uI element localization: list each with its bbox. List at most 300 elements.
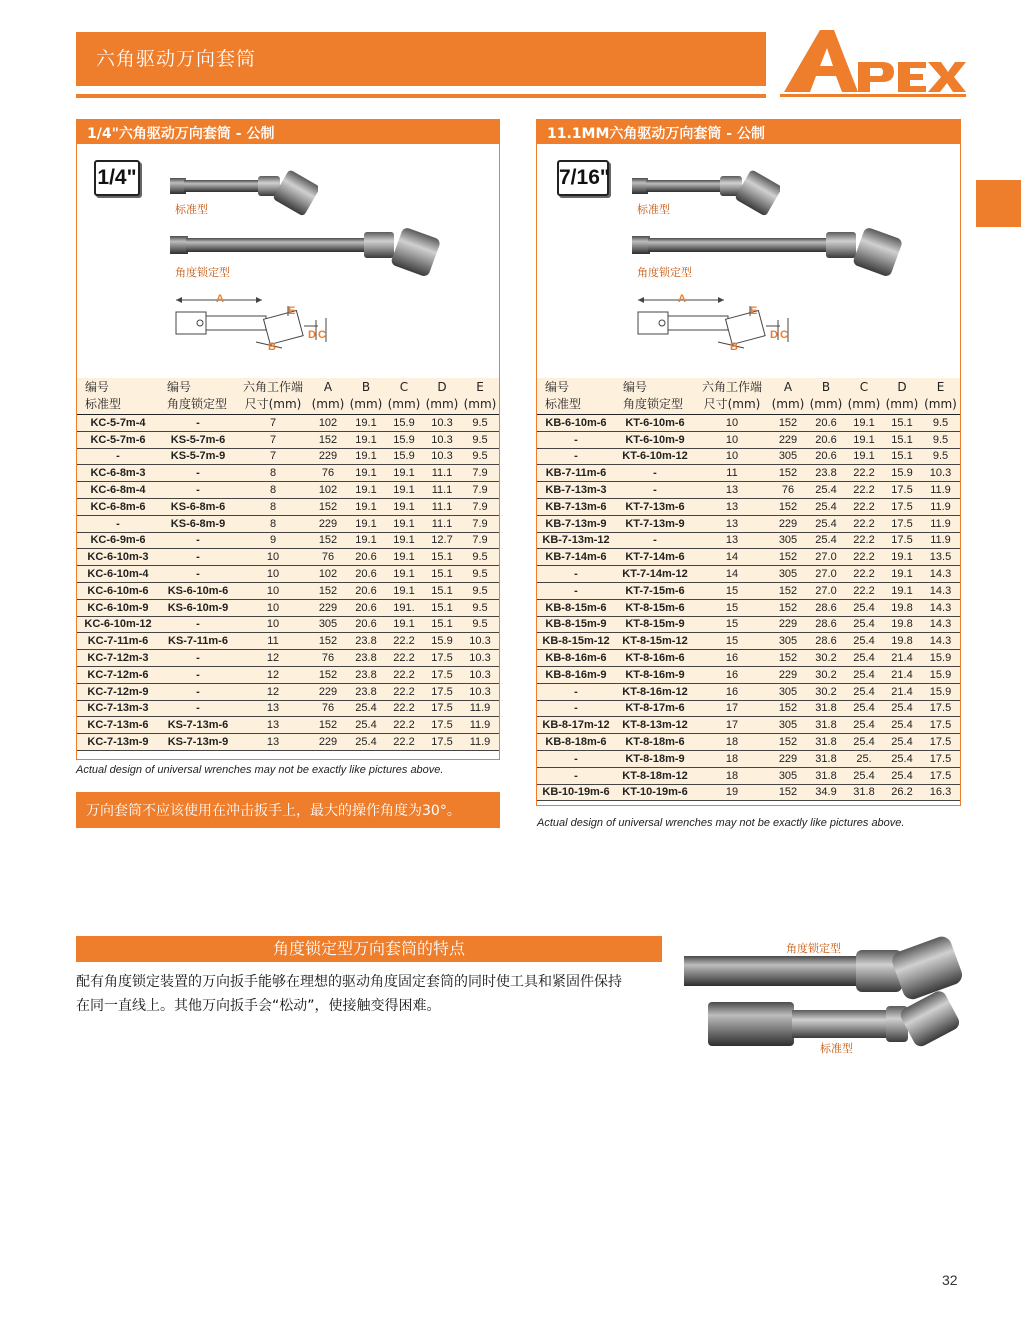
left-table-cell: - xyxy=(159,415,237,432)
right-table-cell: 20.6 xyxy=(807,431,845,448)
right-table-cell: KB-7-11m-6 xyxy=(537,465,615,482)
left-column-header: C xyxy=(399,380,409,394)
right-column-header: (mm) xyxy=(807,395,845,415)
table-row xyxy=(77,448,499,465)
table-row xyxy=(537,734,960,751)
right-table-cell: KB-8-16m-6 xyxy=(537,650,615,667)
left-table-cell: 17.5 xyxy=(423,717,461,734)
left-table-cell: 76 xyxy=(309,465,347,482)
right-table-cell: 11.9 xyxy=(921,532,960,549)
left-column-header: 编号 xyxy=(85,380,110,394)
right-table-cell: 10 xyxy=(695,431,769,448)
right-table-cell: 17.5 xyxy=(883,482,921,499)
feature-description xyxy=(76,970,666,1018)
right-table-cell: 22.2 xyxy=(845,582,883,599)
right-table-cell: - xyxy=(537,767,615,784)
right-table-cell: 305 xyxy=(769,683,807,700)
right-table-cell: 30.2 xyxy=(807,650,845,667)
left-table-cell: 19.1 xyxy=(347,482,385,499)
right-table-cell: 22.2 xyxy=(845,515,883,532)
left-table-cell: KC-7-11m-6 xyxy=(77,633,159,650)
right-table-cell: 152 xyxy=(769,734,807,751)
right-table-cell: 305 xyxy=(769,717,807,734)
table-row xyxy=(77,549,499,566)
left-table-cell: KS-7-13m-9 xyxy=(159,734,237,751)
right-table-cell: 18 xyxy=(695,767,769,784)
right-dim-label-b: B xyxy=(730,341,738,353)
right-table-cell: KB-7-13m-3 xyxy=(537,482,615,499)
left-table-cell: 9.5 xyxy=(461,549,499,566)
right-table-cell: 13 xyxy=(695,515,769,532)
table-row xyxy=(537,784,960,801)
left-table-cell: 22.2 xyxy=(385,734,423,751)
left-table-cell: 229 xyxy=(309,734,347,751)
left-table-cell: 76 xyxy=(309,650,347,667)
left-table-cell: KC-7-13m-3 xyxy=(77,700,159,717)
left-label-standard: 标准型 xyxy=(175,203,208,216)
table-row xyxy=(537,465,960,482)
right-table-cell: 31.8 xyxy=(807,700,845,717)
table-row xyxy=(77,415,499,432)
left-table-cell: KC-6-8m-6 xyxy=(77,498,159,515)
left-table-cell: 10.3 xyxy=(461,683,499,700)
left-table-cell: 20.6 xyxy=(347,599,385,616)
left-spec-table xyxy=(77,378,499,751)
right-table-cell: KT-8-16m-12 xyxy=(615,683,695,700)
right-dim-label-d: D xyxy=(770,329,778,341)
right-table-cell: 17.5 xyxy=(883,532,921,549)
right-table-cell: 17.5 xyxy=(921,750,960,767)
left-table-cell: 8 xyxy=(237,498,309,515)
left-column-header: (mm) xyxy=(347,395,385,415)
right-column-header: C xyxy=(859,380,869,394)
left-table-cell: 19.1 xyxy=(385,566,423,583)
left-table-cell: 76 xyxy=(309,549,347,566)
right-table-cell: KT-7-13m-9 xyxy=(615,515,695,532)
right-table-cell: 28.6 xyxy=(807,616,845,633)
left-disclaimer: Actual design of universal wrenches may not be exactly like pictures above. xyxy=(76,764,444,776)
right-table-cell: 23.8 xyxy=(807,465,845,482)
left-table-cell: 15.9 xyxy=(385,415,423,432)
left-table-cell: - xyxy=(159,465,237,482)
left-column-header: 标准型 xyxy=(77,395,159,415)
left-table-cell: KC-6-8m-4 xyxy=(77,482,159,499)
left-table-cell: 19.1 xyxy=(385,582,423,599)
left-table-cell: 10 xyxy=(237,549,309,566)
feature-heading: 角度锁定型万向套筒的特点 xyxy=(76,936,662,962)
left-table-cell: - xyxy=(159,532,237,549)
section-tab xyxy=(976,180,1021,227)
right-table-cell: 25.4 xyxy=(845,700,883,717)
right-table-cell: 25.4 xyxy=(845,717,883,734)
right-table-cell: 9.5 xyxy=(921,431,960,448)
left-table-cell: 19.1 xyxy=(347,465,385,482)
left-table-cell: 152 xyxy=(309,532,347,549)
left-dim-label-a: A xyxy=(216,293,224,305)
right-table-cell: 21.4 xyxy=(883,666,921,683)
left-table-cell: 17.5 xyxy=(423,734,461,751)
right-table-cell: KB-8-15m-6 xyxy=(537,599,615,616)
left-table-cell: KS-7-11m-6 xyxy=(159,633,237,650)
left-table-cell: 20.6 xyxy=(347,582,385,599)
left-table-cell: 22.2 xyxy=(385,717,423,734)
left-table-cell: 152 xyxy=(309,431,347,448)
right-table-cell: 11.9 xyxy=(921,498,960,515)
left-table-cell: KC-7-13m-6 xyxy=(77,717,159,734)
right-table-cell: 17.5 xyxy=(883,515,921,532)
left-table-cell: 9.5 xyxy=(461,448,499,465)
right-table-cell: 17 xyxy=(695,717,769,734)
left-dim-label-e: E xyxy=(288,305,296,317)
left-column-header: 六角工作端 xyxy=(242,380,303,394)
left-dimension-diagram xyxy=(170,290,330,360)
right-table-cell: - xyxy=(537,431,615,448)
right-table-cell: 28.6 xyxy=(807,599,845,616)
left-table-cell: - xyxy=(159,616,237,633)
left-table-cell: 13 xyxy=(237,734,309,751)
left-table-cell: 7.9 xyxy=(461,465,499,482)
left-table-cell: 12 xyxy=(237,666,309,683)
left-table-cell: - xyxy=(159,666,237,683)
left-column-header: E xyxy=(476,380,484,394)
right-table-cell: KT-6-10m-12 xyxy=(615,448,695,465)
right-table-cell: 21.4 xyxy=(883,650,921,667)
left-table-cell: KC-7-13m-9 xyxy=(77,734,159,751)
right-table-cell: 15.9 xyxy=(883,465,921,482)
right-table-cell: - xyxy=(537,582,615,599)
table-row xyxy=(77,431,499,448)
left-table-cell: 17.5 xyxy=(423,700,461,717)
table-row xyxy=(77,582,499,599)
left-dim-label-c: C xyxy=(318,329,326,341)
table-row xyxy=(537,650,960,667)
right-table-cell: 229 xyxy=(769,616,807,633)
right-table-cell: 10 xyxy=(695,448,769,465)
left-table-cell: 12.7 xyxy=(423,532,461,549)
right-table-cell: 14.3 xyxy=(921,582,960,599)
right-table-cell: 30.2 xyxy=(807,666,845,683)
right-table-cell: KB-8-17m-12 xyxy=(537,717,615,734)
left-table-cell: 19.1 xyxy=(347,515,385,532)
right-table-cell: 34.9 xyxy=(807,784,845,801)
right-table-cell: 22.2 xyxy=(845,465,883,482)
table-row xyxy=(537,515,960,532)
right-table-cell: 11.9 xyxy=(921,482,960,499)
table-row xyxy=(537,431,960,448)
right-column-header: (mm) xyxy=(883,395,921,415)
right-table-cell: 15.9 xyxy=(921,666,960,683)
right-table-cell: 25.4 xyxy=(845,767,883,784)
right-table-cell: - xyxy=(615,482,695,499)
right-table-cell: 25.4 xyxy=(883,717,921,734)
right-table-cell: KT-10-19m-6 xyxy=(615,784,695,801)
right-table-cell: KT-8-18m-12 xyxy=(615,767,695,784)
left-table-cell: 10 xyxy=(237,566,309,583)
left-table-cell: KC-6-10m-4 xyxy=(77,566,159,583)
left-table-cell: - xyxy=(159,683,237,700)
left-table-cell: KS-6-8m-6 xyxy=(159,498,237,515)
left-column-header: A xyxy=(323,380,333,394)
table-row xyxy=(537,700,960,717)
left-table-cell: 25.4 xyxy=(347,734,385,751)
page-title: 六角驱动万向套筒 xyxy=(96,48,257,70)
left-column-header: 编号 xyxy=(167,380,192,394)
left-table-cell: KC-7-12m-3 xyxy=(77,650,159,667)
right-table-cell: 19 xyxy=(695,784,769,801)
table-row xyxy=(77,717,499,734)
right-table-cell: 25.4 xyxy=(807,498,845,515)
left-table-cell: 19.1 xyxy=(347,431,385,448)
right-table-cell: 19.1 xyxy=(883,549,921,566)
right-header-row xyxy=(537,395,960,415)
right-table-cell: KT-8-13m-12 xyxy=(615,717,695,734)
right-table-cell: 17.5 xyxy=(921,734,960,751)
right-dim-label-a: A xyxy=(678,293,686,305)
left-column-header: 尺寸(mm) xyxy=(237,395,309,415)
table-row xyxy=(537,750,960,767)
left-table-cell: 7.9 xyxy=(461,532,499,549)
right-table-cell: 22.2 xyxy=(845,549,883,566)
right-table-cell: 152 xyxy=(769,415,807,432)
right-table-cell: 15.9 xyxy=(921,683,960,700)
right-table-cell: 31.8 xyxy=(807,717,845,734)
right-table-cell: 31.8 xyxy=(807,767,845,784)
left-table-cell: 102 xyxy=(309,566,347,583)
right-table-cell: - xyxy=(615,465,695,482)
right-table-cell: 25.4 xyxy=(807,515,845,532)
right-column-header: A xyxy=(783,380,793,394)
left-table-cell: 9.5 xyxy=(461,599,499,616)
left-table-cell: KS-6-8m-9 xyxy=(159,515,237,532)
right-table-cell: 17.5 xyxy=(921,767,960,784)
right-table-cell: - xyxy=(537,750,615,767)
left-table-cell: KC-6-9m-6 xyxy=(77,532,159,549)
right-table-cell: KB-8-15m-9 xyxy=(537,616,615,633)
table-row xyxy=(537,482,960,499)
right-table-cell: 229 xyxy=(769,666,807,683)
table-row xyxy=(77,650,499,667)
left-table-cell: 12 xyxy=(237,683,309,700)
left-table-cell: 10.3 xyxy=(461,633,499,650)
right-table-cell: 152 xyxy=(769,465,807,482)
table-row xyxy=(537,566,960,583)
right-table-cell: 13 xyxy=(695,498,769,515)
left-table-cell: 22.2 xyxy=(385,650,423,667)
left-table-cell: 11.1 xyxy=(423,465,461,482)
left-table-cell: 20.6 xyxy=(347,549,385,566)
right-table-cell: 31.8 xyxy=(807,750,845,767)
right-table-cell: 152 xyxy=(769,498,807,515)
left-table-cell: KS-5-7m-6 xyxy=(159,431,237,448)
table-row xyxy=(77,566,499,583)
right-spec-table xyxy=(537,378,960,801)
left-table-cell: 15.1 xyxy=(423,566,461,583)
right-table-cell: KB-8-16m-9 xyxy=(537,666,615,683)
table-row xyxy=(537,448,960,465)
left-table-cell: 15.1 xyxy=(423,549,461,566)
left-table-cell: 10 xyxy=(237,616,309,633)
right-table-cell: 14.3 xyxy=(921,599,960,616)
right-table-cell: 22.2 xyxy=(845,532,883,549)
left-table-cell: 11 xyxy=(237,633,309,650)
table-row xyxy=(77,734,499,751)
left-table-cell: 15.9 xyxy=(423,633,461,650)
left-table-cell: 191. xyxy=(385,599,423,616)
left-table-cell: 17.5 xyxy=(423,666,461,683)
left-label-lock: 角度锁定型 xyxy=(175,266,230,279)
right-table-cell: 19.8 xyxy=(883,616,921,633)
left-table-cell: 19.1 xyxy=(347,498,385,515)
left-table-cell: 7 xyxy=(237,448,309,465)
left-table-cell: 12 xyxy=(237,650,309,667)
feature-label-standard: 标准型 xyxy=(820,1042,853,1055)
left-column-header: (mm) xyxy=(423,395,461,415)
table-row xyxy=(77,532,499,549)
left-table-cell: 11.1 xyxy=(423,482,461,499)
left-table-cell: 229 xyxy=(309,683,347,700)
left-table-cell: 19.1 xyxy=(347,415,385,432)
left-table-cell: 13 xyxy=(237,700,309,717)
left-table-cell: 102 xyxy=(309,415,347,432)
right-table-cell: KB-7-13m-6 xyxy=(537,498,615,515)
left-table-cell: - xyxy=(77,515,159,532)
left-table-cell: - xyxy=(159,566,237,583)
left-table-cell: 19.1 xyxy=(385,465,423,482)
right-table-cell: 25.4 xyxy=(883,700,921,717)
table-row xyxy=(537,633,960,650)
right-table-cell: 15.1 xyxy=(883,448,921,465)
left-table-cell: KS-6-10m-9 xyxy=(159,599,237,616)
right-table-cell: KT-8-15m-9 xyxy=(615,616,695,633)
left-table-cell: KC-7-12m-6 xyxy=(77,666,159,683)
left-table-cell: 19.1 xyxy=(385,616,423,633)
left-table-cell: 23.8 xyxy=(347,650,385,667)
left-table-cell: 152 xyxy=(309,666,347,683)
right-table-cell: KT-6-10m-6 xyxy=(615,415,695,432)
right-table-cell: 22.2 xyxy=(845,482,883,499)
right-table-cell: 11.9 xyxy=(921,515,960,532)
left-size-badge: 1/4" xyxy=(94,160,140,196)
left-table-cell: 20.6 xyxy=(347,566,385,583)
right-table-cell: 19.1 xyxy=(883,566,921,583)
left-table-cell: KC-7-12m-9 xyxy=(77,683,159,700)
right-table-cell: 16 xyxy=(695,666,769,683)
right-table-cell: 28.6 xyxy=(807,633,845,650)
table-row xyxy=(77,482,499,499)
left-table-cell: KS-6-10m-6 xyxy=(159,582,237,599)
left-table-cell: 19.1 xyxy=(385,549,423,566)
right-table-cell: 15 xyxy=(695,616,769,633)
right-table-cell: 305 xyxy=(769,448,807,465)
right-table-cell: 25.4 xyxy=(807,482,845,499)
right-table-cell: - xyxy=(537,683,615,700)
left-table-cell: 19.1 xyxy=(385,532,423,549)
right-table-cell: KB-8-15m-12 xyxy=(537,633,615,650)
right-label-lock: 角度锁定型 xyxy=(637,266,692,279)
right-table-cell: 10.3 xyxy=(921,465,960,482)
right-table-cell: 26.2 xyxy=(883,784,921,801)
right-table-cell: 9.5 xyxy=(921,415,960,432)
left-table-cell: 15.1 xyxy=(423,599,461,616)
table-row xyxy=(77,599,499,616)
right-table-cell: KT-8-18m-6 xyxy=(615,734,695,751)
left-column-header: (mm) xyxy=(461,395,499,415)
left-table-cell: 7.9 xyxy=(461,498,499,515)
left-table-cell: 7 xyxy=(237,415,309,432)
right-table-cell: 25.4 xyxy=(845,599,883,616)
right-disclaimer: Actual design of universal wrenches may not be exactly like pictures above. xyxy=(537,817,905,829)
table-row xyxy=(77,616,499,633)
right-table-cell: 25.4 xyxy=(807,532,845,549)
left-table-cell: KS-5-7m-9 xyxy=(159,448,237,465)
right-table-cell: 25.4 xyxy=(845,683,883,700)
right-table-cell: KT-7-14m-6 xyxy=(615,549,695,566)
right-table-cell: 20.6 xyxy=(807,415,845,432)
table-row xyxy=(537,666,960,683)
table-row xyxy=(77,683,499,700)
left-table-cell: 23.8 xyxy=(347,683,385,700)
left-table-cell: KC-6-10m-6 xyxy=(77,582,159,599)
table-row xyxy=(537,616,960,633)
right-table-cell: 21.4 xyxy=(883,683,921,700)
left-column-header: (mm) xyxy=(385,395,423,415)
right-table-cell: 152 xyxy=(769,599,807,616)
right-table-cell: 19.8 xyxy=(883,599,921,616)
right-table-cell: 152 xyxy=(769,549,807,566)
right-table-cell: 305 xyxy=(769,767,807,784)
right-column-header: (mm) xyxy=(845,395,883,415)
right-table-cell: 22.2 xyxy=(845,566,883,583)
left-table-cell: 19.1 xyxy=(385,482,423,499)
right-table-cell: 229 xyxy=(769,515,807,532)
left-table-cell: 20.6 xyxy=(347,616,385,633)
right-size-badge: 7/16" xyxy=(557,160,609,196)
right-table-cell: KB-7-13m-12 xyxy=(537,532,615,549)
left-table-cell: 11.1 xyxy=(423,515,461,532)
left-table-cell: 9.5 xyxy=(461,415,499,432)
left-table-cell: 8 xyxy=(237,515,309,532)
left-table-cell: - xyxy=(159,650,237,667)
page-number: 32 xyxy=(942,1272,958,1288)
right-table-cell: 229 xyxy=(769,431,807,448)
right-table-cell: 11 xyxy=(695,465,769,482)
left-table-cell: KC-6-10m-3 xyxy=(77,549,159,566)
right-table-cell: 18 xyxy=(695,750,769,767)
right-table-cell: 14.3 xyxy=(921,616,960,633)
left-table-cell: 7 xyxy=(237,431,309,448)
left-table-cell: 17.5 xyxy=(423,650,461,667)
right-table-cell: KT-8-18m-9 xyxy=(615,750,695,767)
right-table-cell: KT-7-13m-6 xyxy=(615,498,695,515)
left-table-cell: 152 xyxy=(309,717,347,734)
left-table-cell: 8 xyxy=(237,465,309,482)
right-column-header: (mm) xyxy=(769,395,807,415)
right-column-header: B xyxy=(821,380,831,394)
right-dim-label-e: E xyxy=(750,305,758,317)
feature-line-2: 在同一直线上。其他万向扳手会“松动”，使接触变得困难。 xyxy=(76,998,441,1014)
left-table-cell: 13 xyxy=(237,717,309,734)
right-column-header: 标准型 xyxy=(537,395,615,415)
right-table-cell: 19.1 xyxy=(845,415,883,432)
left-table-cell: 11.9 xyxy=(461,700,499,717)
right-table-cell: 15 xyxy=(695,582,769,599)
left-table-cell: 10.3 xyxy=(423,448,461,465)
left-table-cell: 9.5 xyxy=(461,582,499,599)
right-table-cell: 25.4 xyxy=(883,734,921,751)
table-row xyxy=(537,498,960,515)
left-table-cell: 76 xyxy=(309,700,347,717)
right-table-cell: 19.8 xyxy=(883,633,921,650)
